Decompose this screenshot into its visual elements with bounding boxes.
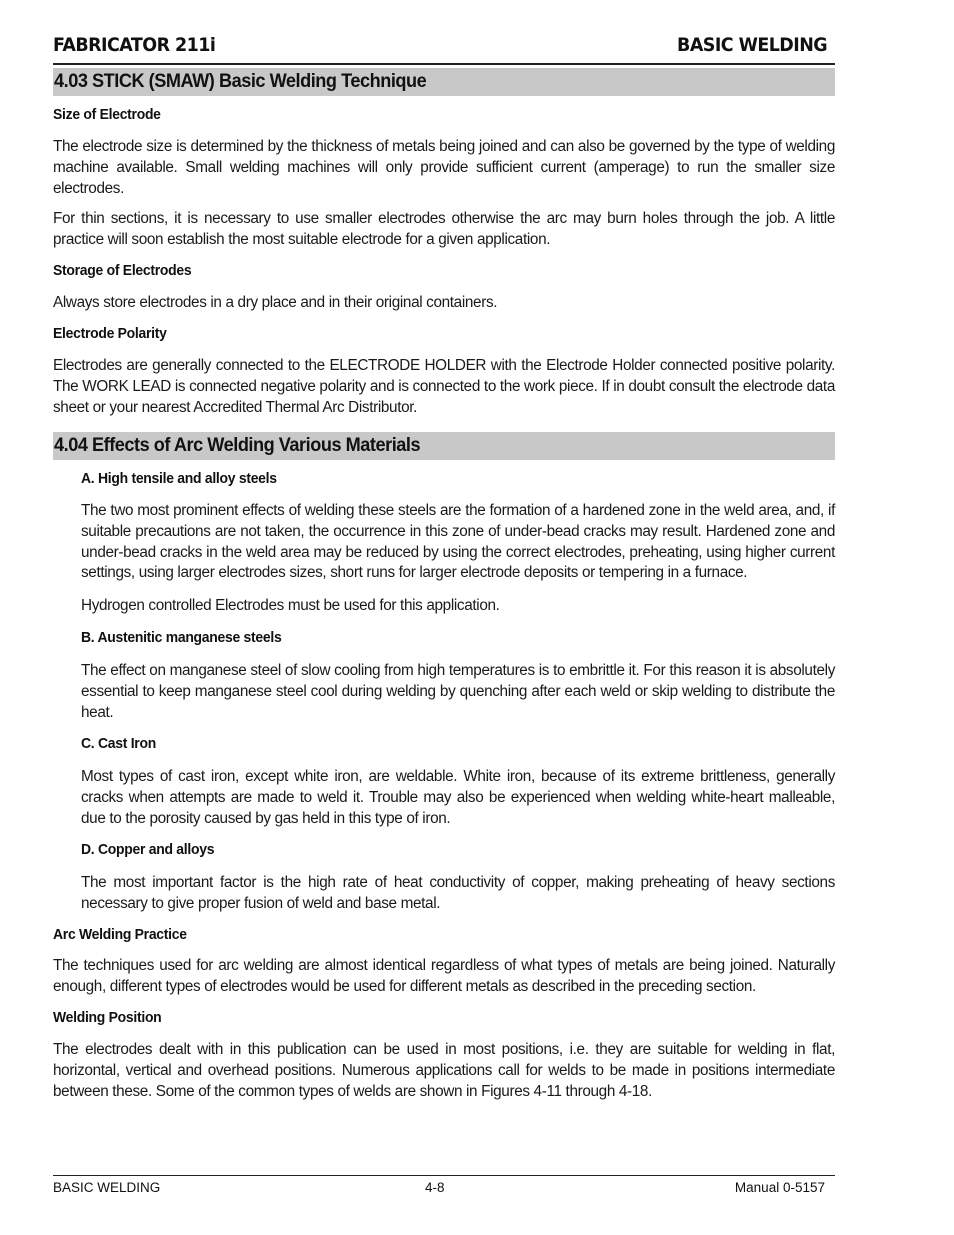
paragraph-storage: Always store electrodes in a dry place and in their original containers.	[53, 294, 498, 311]
section-title: 4.04 Effects of Arc Welding Various Materials	[54, 434, 421, 456]
paragraph-a-1: The two most prominent effects of welding these steels are the formation of a hardened zone in the weld area, and, if suitable precautions are not taken, the occurrence in this zone of under-bead cracks may result. Hardened zone and under-bead cracks in the weld area may be reduced by using the correct electrodes, preheating, using higher current settings, using larger electrodes sizes, short runs for larger electrode deposits or tempering in a furnace.	[81, 502, 835, 582]
subheading-d: D. Copper and alloys	[81, 841, 215, 858]
header-product-title: FABRICATOR 211i	[53, 34, 216, 56]
paragraph-c: Most types of cast iron, except white iron, are weldable. White iron, because of its extreme brittleness, generally cracks when attempts are made to weld it. Trouble may also be experienced when welding white-heart malleable, due to the porosity caused by gas held in this type of iron.	[81, 768, 835, 827]
page-header	[53, 34, 835, 65]
footer-manual-number: Manual 0-5157	[734, 1180, 825, 1195]
section-title: 4.03 STICK (SMAW) Basic Welding Technique	[54, 70, 427, 92]
paragraph-practice: The techniques used for arc welding are almost identical regardless of what types of metals are being joined. Naturally enough, different types of electrodes would be used for different metals as described in the preceding section.	[53, 957, 835, 995]
paragraph-d: The most important factor is the high rate of heat conductivity of copper, making preheating of heavy sections necessary to give proper fusion of weld and base metal.	[81, 874, 835, 912]
footer-page-number: 4-8	[425, 1180, 445, 1195]
subheading-storage: Storage of Electrodes	[53, 262, 192, 279]
subheading-practice: Arc Welding Practice	[53, 926, 187, 943]
subheading-polarity: Electrode Polarity	[53, 325, 167, 342]
paragraph-b: The effect on manganese steel of slow cooling from high temperatures is to embrittle it. For this reason it is absolutely essential to keep manganese steel cool during welding by quenching after each weld or skip welding to distribute the heat.	[81, 662, 835, 721]
paragraph-size-1: The electrode size is determined by the thickness of metals being joined and can also be governed by the type of welding machine available. Small welding machines will only provide sufficient current (amperage) to run the smaller size electrodes.	[53, 138, 835, 197]
header-chapter-title: BASIC WELDING	[676, 34, 827, 56]
page-footer	[53, 1175, 835, 1198]
paragraph-position: The electrodes dealt with in this publication can be used in most positions, i.e. they are suitable for welding in flat, horizontal, vertical and overhead positions. Numerous applications call for welds to be made in positions intermediate between these. Some of the common types of welds are shown in Figures 4-11 through 4-18.	[53, 1041, 835, 1100]
subheading-b: B. Austenitic manganese steels	[81, 629, 282, 646]
subheading-size-of-electrode: Size of Electrode	[53, 106, 161, 123]
footer-chapter: BASIC WELDING	[53, 1180, 161, 1195]
section-heading-4-03	[53, 68, 835, 96]
subheading-position: Welding Position	[53, 1009, 162, 1026]
section-heading-4-04	[53, 432, 835, 460]
subheading-a: A. High tensile and alloy steels	[81, 470, 277, 487]
paragraph-polarity: Electrodes are generally connected to the ELECTRODE HOLDER with the Electrode Holder connected positive polarity. The WORK LEAD is connected negative polarity and is connected to the work piece. If in doubt consult the electrode data sheet or your nearest Accredited Thermal Arc Distributor.	[53, 357, 835, 416]
paragraph-a-2: Hydrogen controlled Electrodes must be used for this application.	[81, 597, 500, 614]
subheading-c: C. Cast Iron	[81, 735, 156, 752]
paragraph-size-2: For thin sections, it is necessary to use smaller electrodes otherwise the arc may burn holes through the job. A little practice will soon establish the most suitable electrode for a given application.	[53, 210, 835, 248]
